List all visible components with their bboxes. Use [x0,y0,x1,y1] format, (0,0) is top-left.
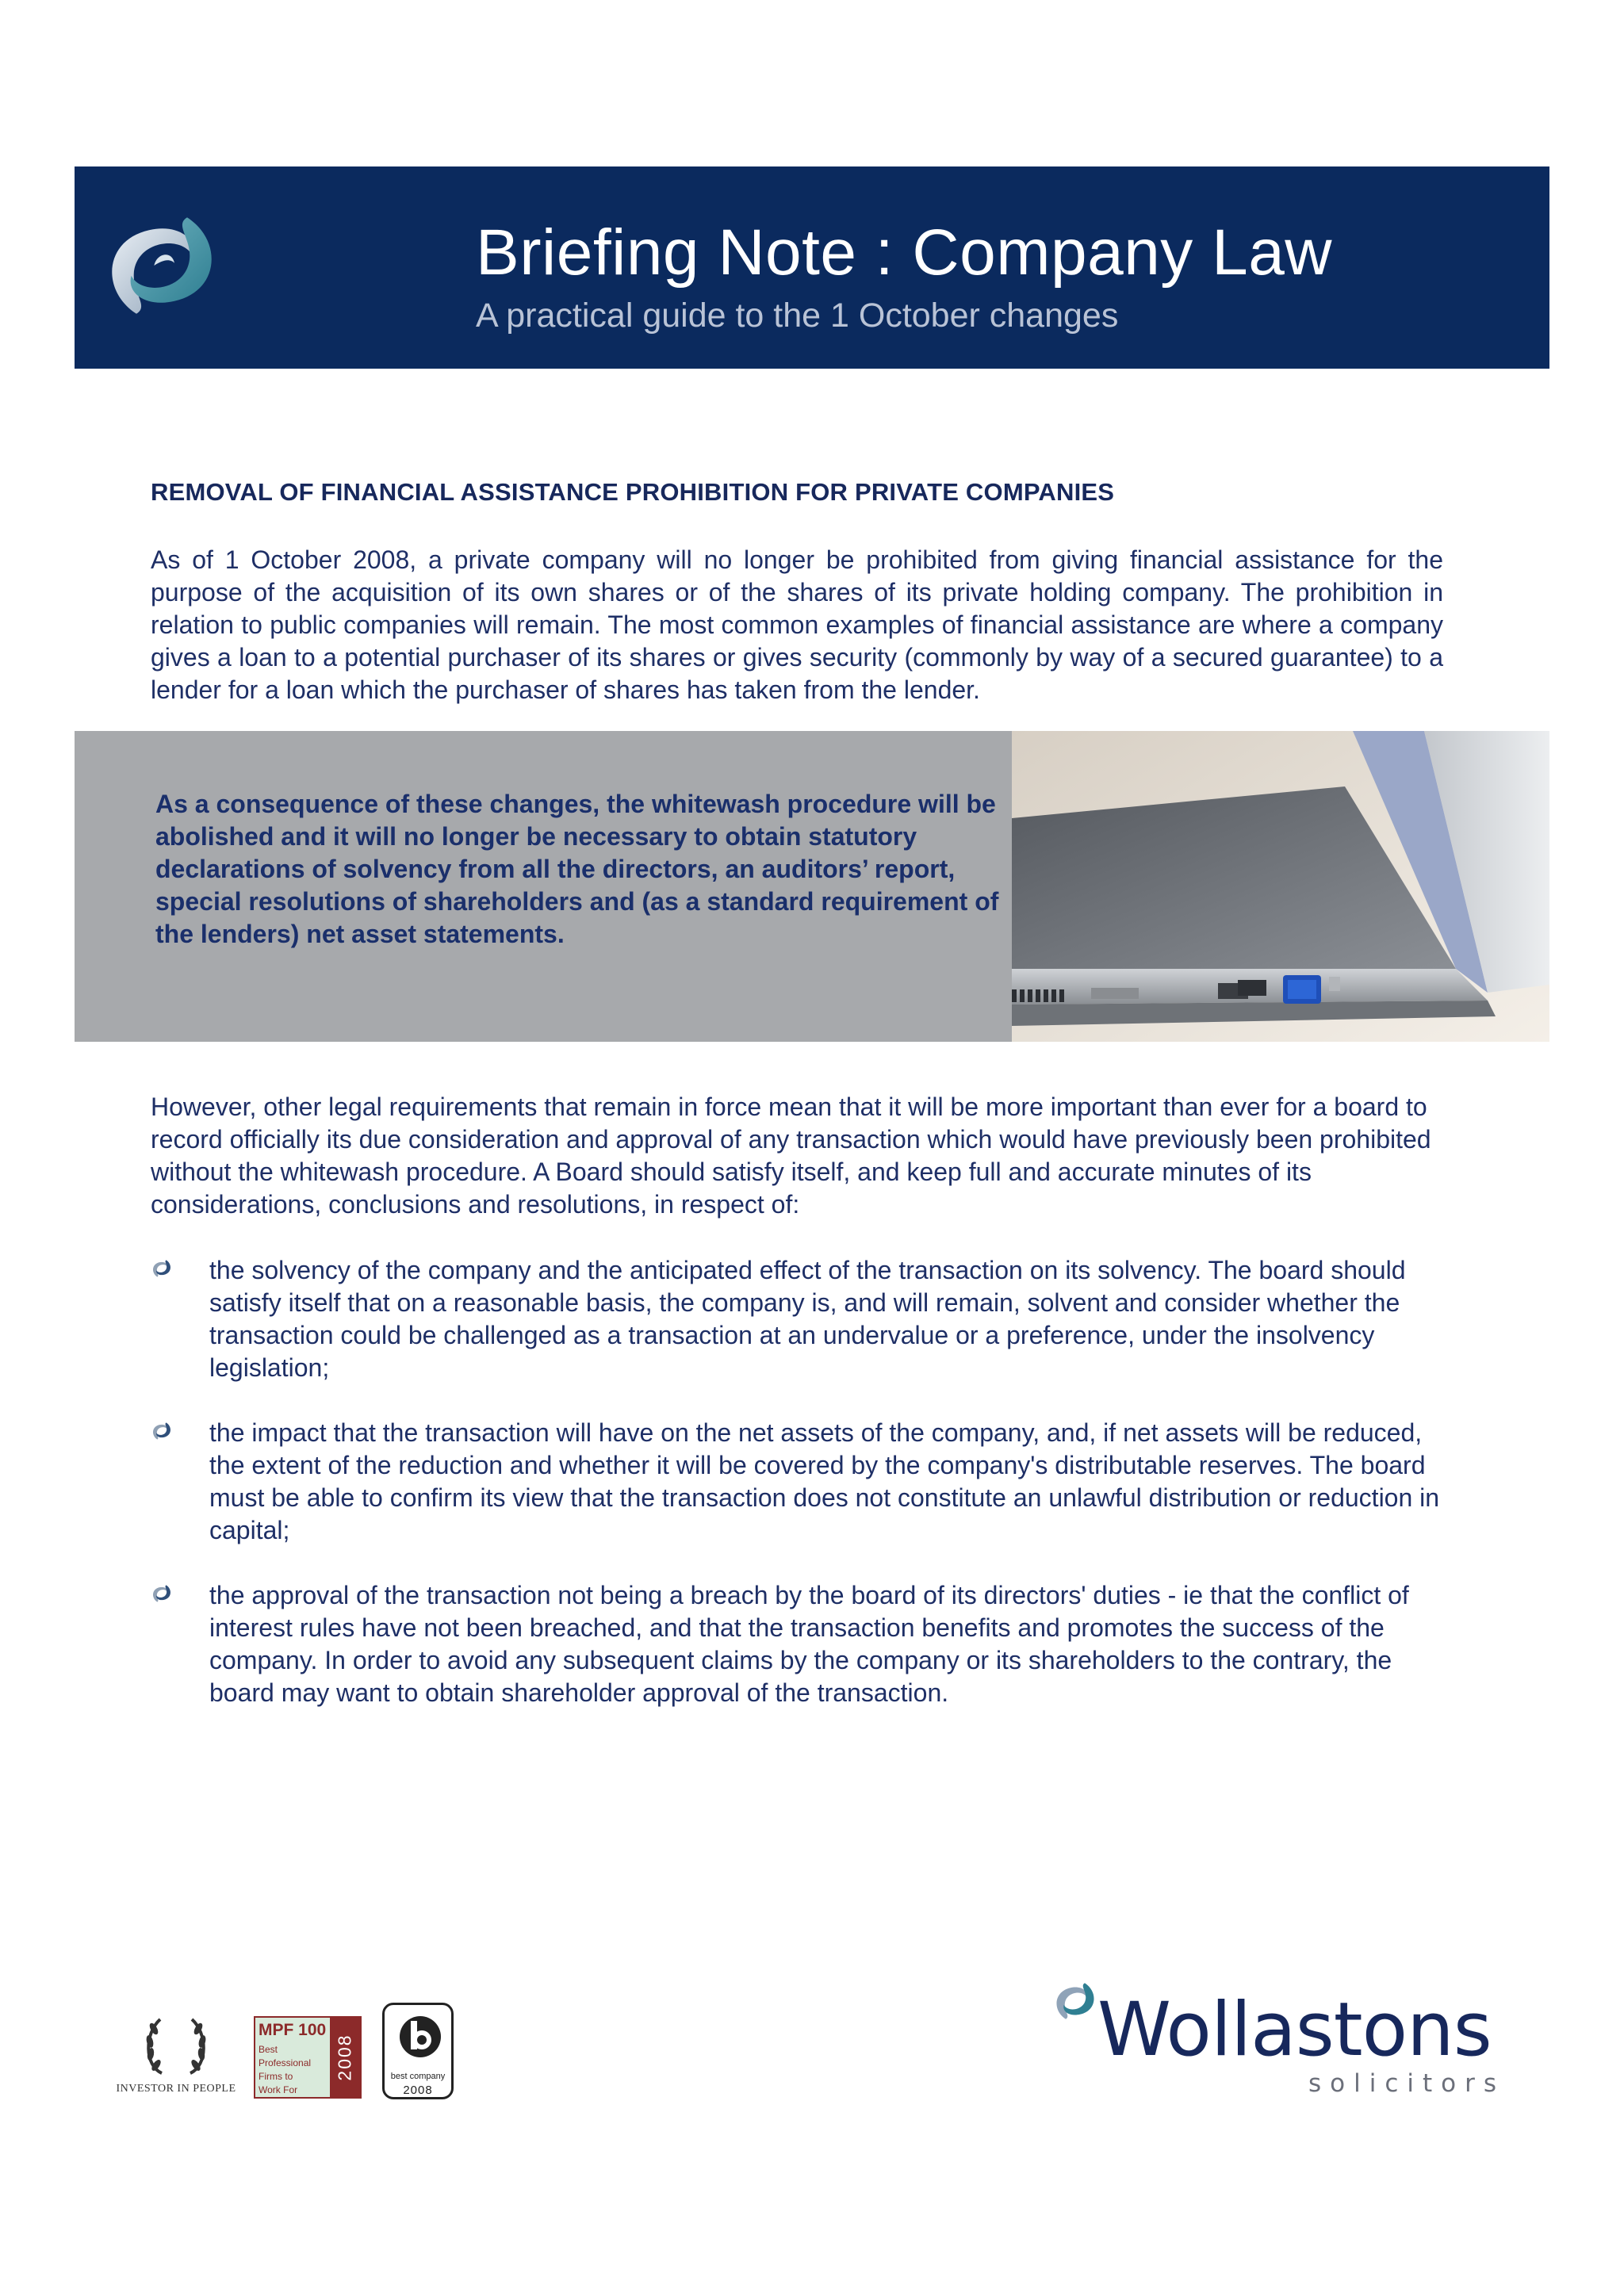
header-band [75,166,1549,369]
consideration-list [151,1254,1451,1742]
laurel-wreath-icon [113,2010,239,2081]
mpf-line: Work For [259,2084,298,2095]
iip-label: INVESTOR IN PEOPLE [116,2083,236,2095]
swirl-bullet-icon [151,1582,173,1605]
brand-name: Wollastons [1097,1987,1492,2073]
mpf-line: Best [259,2044,278,2055]
however-paragraph: However, other legal requirements that remain in force mean that it will be more important than ever for a board to record officially its due consideration and approval of any transaction which would have previously been prohibited without the whitewash procedure. A Board should satisfy itself, and keep full and accurate minutes of its considerations, conclusions and resolutions, in respect of: [151,1093,1431,1219]
wollastons-swirl-icon [98,202,225,329]
swirl-bullet-icon [151,1257,173,1280]
list-item-text: the approval of the transaction not being a breach by the board of its directors' duties - ie that the conflict of interest rules have not been breached, and that the transaction benefits and promotes the success of the company. In order to avoid any subsequent claims by the company or its shareholders to the contrary, the board may want to obtain shareholder approval of the transaction. [209,1581,1409,1707]
swirl-bullet-icon [151,1420,173,1442]
page-subtitle: A practical guide to the 1 October changes [476,297,1119,335]
mpf-year: 2008 [334,2034,355,2081]
list-item-text: the solvency of the company and the anticipated effect of the transaction on its solvency. The board should satisfy itself that on a reasonable basis, the company is, and will remain, solvent and consider whether the transaction could be challenged as a transaction at an undervalue or a preference, under the insolvency legislation; [209,1256,1406,1382]
list-item-text: the impact that the transaction will have on the net assets of the company, and, if net assets will be reduced, the extent of the reduction and whether it will be covered by the company's distributable reserves. The board must be able to confirm its view that the transaction does not constitute an unlawful distribution or reduction in capital; [209,1418,1440,1544]
section-heading: REMOVAL OF FINANCIAL ASSISTANCE PROHIBITION FOR PRIVATE COMPANIES [151,478,1115,506]
best-company-label: best company [390,2072,446,2081]
mpf-title: MPF 100 [259,2021,327,2039]
intro-paragraph: As of 1 October 2008, a private company will no longer be prohibited from giving financial assistance for the purpose of the acquisition of its own shares or of the shares of its private holding company. The prohibition in relation to public companies will remain. The most common examples of financial assistance are where a company gives a loan to a potential purchaser of its shares or gives security (commonly by way of a secured guarantee) to a lender for a loan which the purchaser of shares has taken from the lender. [151,545,1443,704]
best-company-year: 2008 [403,2084,433,2097]
list-item [151,1579,1451,1709]
callout-band [75,731,1549,1042]
best-company-b-icon [398,2015,442,2059]
list-item [151,1254,1451,1384]
mpf-line: Firms to [259,2071,293,2082]
list-item [151,1417,1451,1547]
wollastons-logo [1051,1977,1527,2104]
wollastons-swirl-icon [1051,1977,1099,2025]
investor-in-people-badge [113,2010,239,2097]
page-title: Briefing Note : Company Law [476,216,1333,289]
laptop-photo [1012,731,1549,1042]
brand-tagline: solicitors [1308,2069,1506,2098]
mpf-year-strip [330,2018,360,2097]
best-company-badge [382,2003,454,2099]
mpf-lines [259,2043,311,2097]
mpf-line: Professional [259,2057,312,2068]
callout-text: As a consequence of these changes, the whitewash procedure will be abolished and it will no longer be necessary to obtain statutory declarations of solvency from all the directors, an auditors’ report, special resolutions of shareholders and (as a standard requirement of the lenders) net asset statements. [155,790,999,948]
mpf-100-badge [254,2016,362,2099]
